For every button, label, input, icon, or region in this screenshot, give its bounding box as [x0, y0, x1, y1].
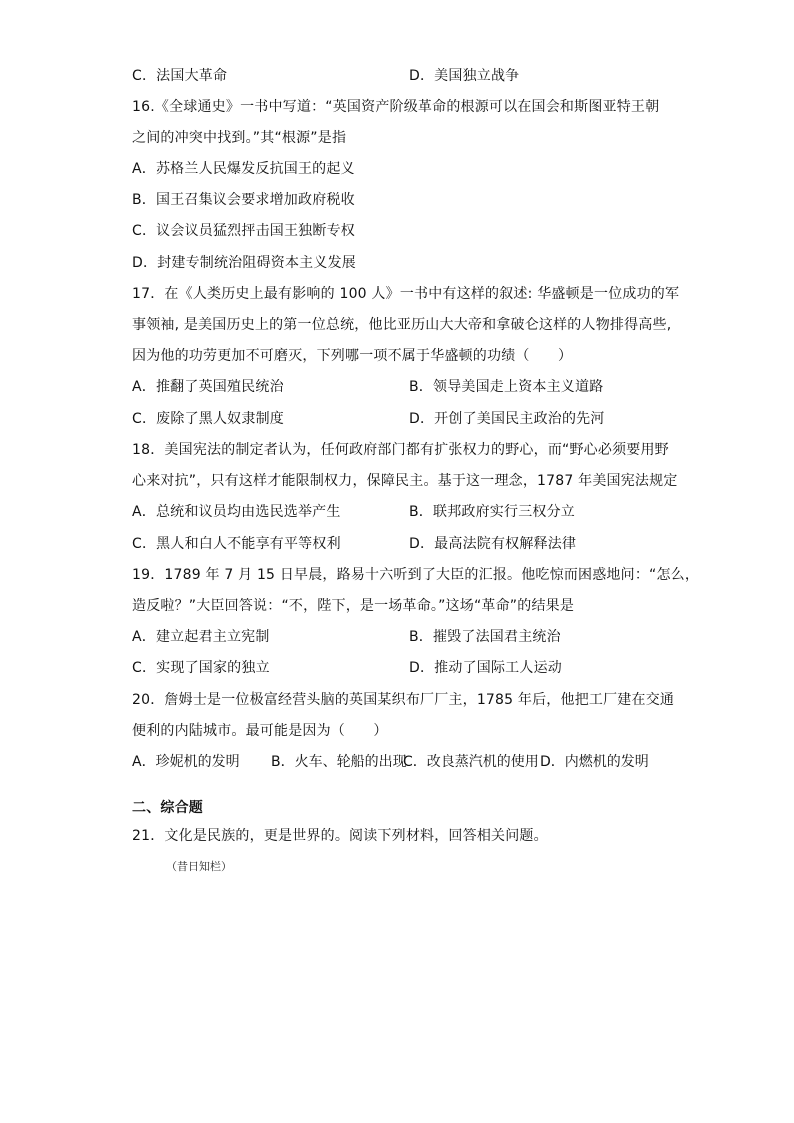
q17-stem-line-3: 因为他的功劳更加不可磨灭，下列哪一项不属于华盛顿的功绩（ ） [132, 348, 573, 364]
q19-stem-line-2: 造反啦？”大臣回答说：“不，陛下，是一场革命。”这场“革命”的结果是 [132, 598, 575, 614]
q17-option-b: B．领导美国走上资本主义道路 [409, 379, 604, 395]
q18-stem-line-1: 18．美国宪法的制定者认为，任何政府部门都有扩张权力的野心，而“野心必须要用野 [132, 442, 669, 458]
q16-stem-line-1: 16.《全球通史》一书中写道：“英国资产阶级革命的根源可以在国会和斯图亚特王朝 [132, 99, 660, 115]
q20-option-a: A．珍妮机的发明 [132, 754, 240, 770]
q18-option-c: C．黑人和白人不能享有平等权利 [132, 536, 341, 552]
q15-option-d: D．美国独立战争 [409, 68, 520, 84]
q18-stem-line-2: 心来对抗”，只有这样才能限制权力，保障民主。基于这一理念，1787 年美国宪法规定 [132, 473, 678, 489]
q17-option-d: D．开创了美国民主政治的先河 [409, 411, 605, 427]
q16-option-d: D．封建专制统治阻碍资本主义发展 [132, 255, 356, 271]
q17-option-c: C．废除了黑人奴隶制度 [132, 411, 284, 427]
q19-option-b: B．摧毁了法国君主统治 [409, 629, 561, 645]
q17-stem-line-1: 17．在《人类历史上最有影响的 100 人》一书中有这样的叙述: 华盛顿是一位成功的军 [132, 286, 680, 302]
q20-option-c: C．改良蒸汽机的使用 [403, 754, 539, 770]
q18-option-d: D．最高法院有权解释法律 [409, 536, 577, 552]
q18-option-b: B．联邦政府实行三权分立 [409, 504, 576, 520]
q21-stem: 21．文化是民族的，更是世界的。阅读下列材料，回答相关问题。 [132, 828, 548, 844]
q19-option-c: C．实现了国家的独立 [132, 660, 270, 676]
q20-option-b: B．火车、轮船的出现 [271, 754, 407, 770]
q17-stem-line-2: 事领袖, 是美国历史上的第一位总统，他比亚历山大大帝和拿破仑这样的人物排得高些, [132, 317, 672, 333]
q16-option-c: C．议会议员猛烈抨击国王独断专权 [132, 223, 355, 239]
q20-stem-line-2: 便利的内陆城市。最可能是因为（ ） [132, 723, 388, 739]
q16-option-b: B．国王召集议会要求增加政府税收 [132, 192, 355, 208]
q19-option-a: A．建立起君主立宪制 [132, 629, 270, 645]
q20-stem-line-1: 20．詹姆士是一位极富经营头脑的英国某织布厂厂主，1785 年后，他把工厂建在交通 [132, 692, 675, 708]
section-heading: 二、综合题 [132, 800, 203, 816]
q20-option-d: D．内燃机的发明 [540, 754, 649, 770]
q16-stem-line-2: 之间的冲突中找到。”其“根源”是指 [132, 130, 347, 146]
q15-option-c: C．法国大革命 [132, 68, 228, 84]
q21-material-label: （昔日知栏） [166, 860, 232, 873]
q17-option-a: A．推翻了英国殖民统治 [132, 379, 284, 395]
q18-option-a: A．总统和议员均由选民选举产生 [132, 504, 341, 520]
q16-option-a: A．苏格兰人民爆发反抗国王的起义 [132, 161, 355, 177]
q19-stem-line-1: 19．1789 年 7 月 15 日早晨，路易十六听到了大臣的汇报。他吃惊而困惑地问：“怎么， [132, 567, 700, 583]
q19-option-d: D．推动了国际工人运动 [409, 660, 562, 676]
